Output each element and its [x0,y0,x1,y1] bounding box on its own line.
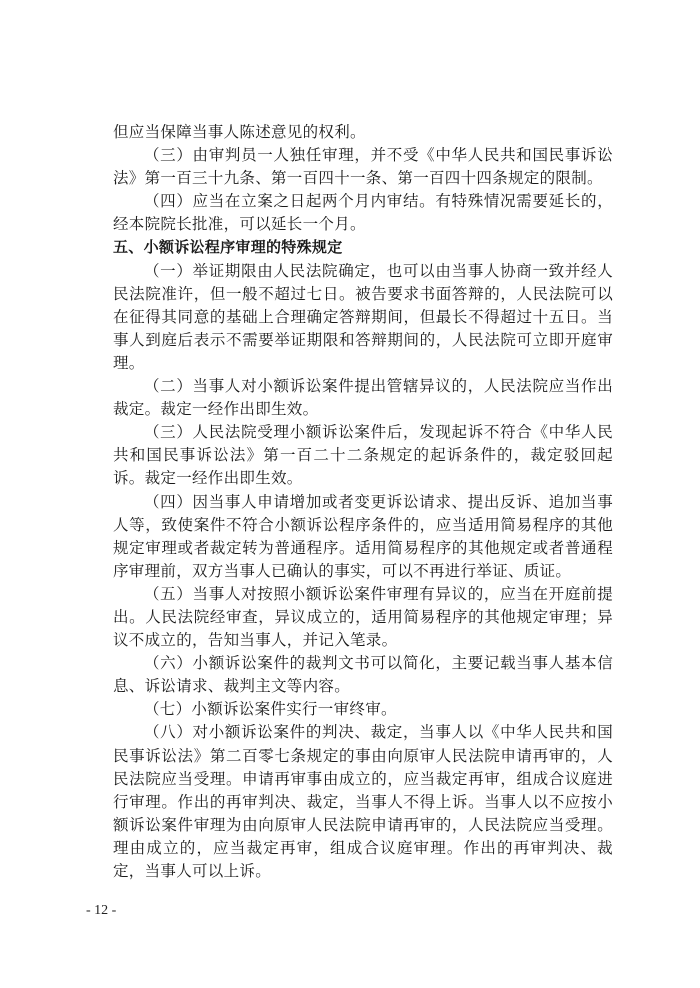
paragraph-continuation: 但应当保障当事人陈述意见的权利。 [113,123,366,141]
paragraph-item-7: （七）小额诉讼案件实行一审终审。 [144,700,397,719]
paragraph-item-3: （三）由审判员一人独任审理，并不受《中华人民共和国民事诉讼法》第一百三十九条、第一百四十一条、第一百四十四条规定的限制。 [113,146,613,188]
paragraph-item-2: （二）当事人对小额诉讼案件提出管辖异议的，人民法院应当作出裁定。裁定一经作出即生效。 [113,377,613,419]
paragraph-item-4b: （四）因当事人申请增加或者变更诉讼请求、提出反诉、追加当事人等，致使案件不符合小额诉讼程序条件的，应当适用简易程序的其他规定审理或者裁定转为普通程序。适用简易程序的其他规定或者普通程序审理前，双方当事人已确认的事实，可以不再进行举证、质证。 [113,492,613,580]
section-heading: 五、小额诉讼程序审理的特殊规定 [113,238,343,257]
paragraph-item-8: （八）对小额诉讼案件的判决、裁定，当事人以《中华人民共和国民事诉讼法》第二百零七条规定的事由向原审人民法院申请再审的，人民法院应当受理。申请再审事由成立的，应当裁定再审，组成合议庭进行审理。作出的再审判决、裁定，当事人不得上诉。当事人以不应按小额诉讼案件审理为由向原审人民法院申请再审的，人民法院应当受理。理由成立的，应当裁定再审，组成合议庭审理。作出的再审判决、裁定，当事人可以上诉。 [113,723,613,880]
paragraph-item-5: （五）当事人对按照小额诉讼案件审理有异议的，应当在开庭前提出。人民法院经审查，异议成立的，适用简易程序的其他规定审理；异议不成立的，告知当事人，并记入笔录。 [113,584,613,650]
document-body [113,121,613,883]
paragraph-item-6: （六）小额诉讼案件的裁判文书可以简化，主要记载当事人基本信息、诉讼请求、裁判主文等内容。 [113,654,613,696]
paragraph-item-4: （四）应当在立案之日起两个月内审结。有特殊情况需要延长的，经本院院长批准，可以延长一个月。 [113,192,613,234]
paragraph-item-3b: （三）人民法院受理小额诉讼案件后，发现起诉不符合《中华人民共和国民事诉讼法》第一百二十二条规定的起诉条件的，裁定驳回起诉。裁定一经作出即生效。 [113,423,613,488]
paragraph-item-1: （一）举证期限由人民法院确定，也可以由当事人协商一致并经人民法院准许，但一般不超过七日。被告要求书面答辩的，人民法院可以在征得其同意的基础上合理确定答辩期间，但最长不得超过十五日。当事人到庭后表示不需要举证期限和答辩期间的，人民法院可立即开庭审理。 [113,261,613,372]
page-number: - 12 - [86,903,117,918]
